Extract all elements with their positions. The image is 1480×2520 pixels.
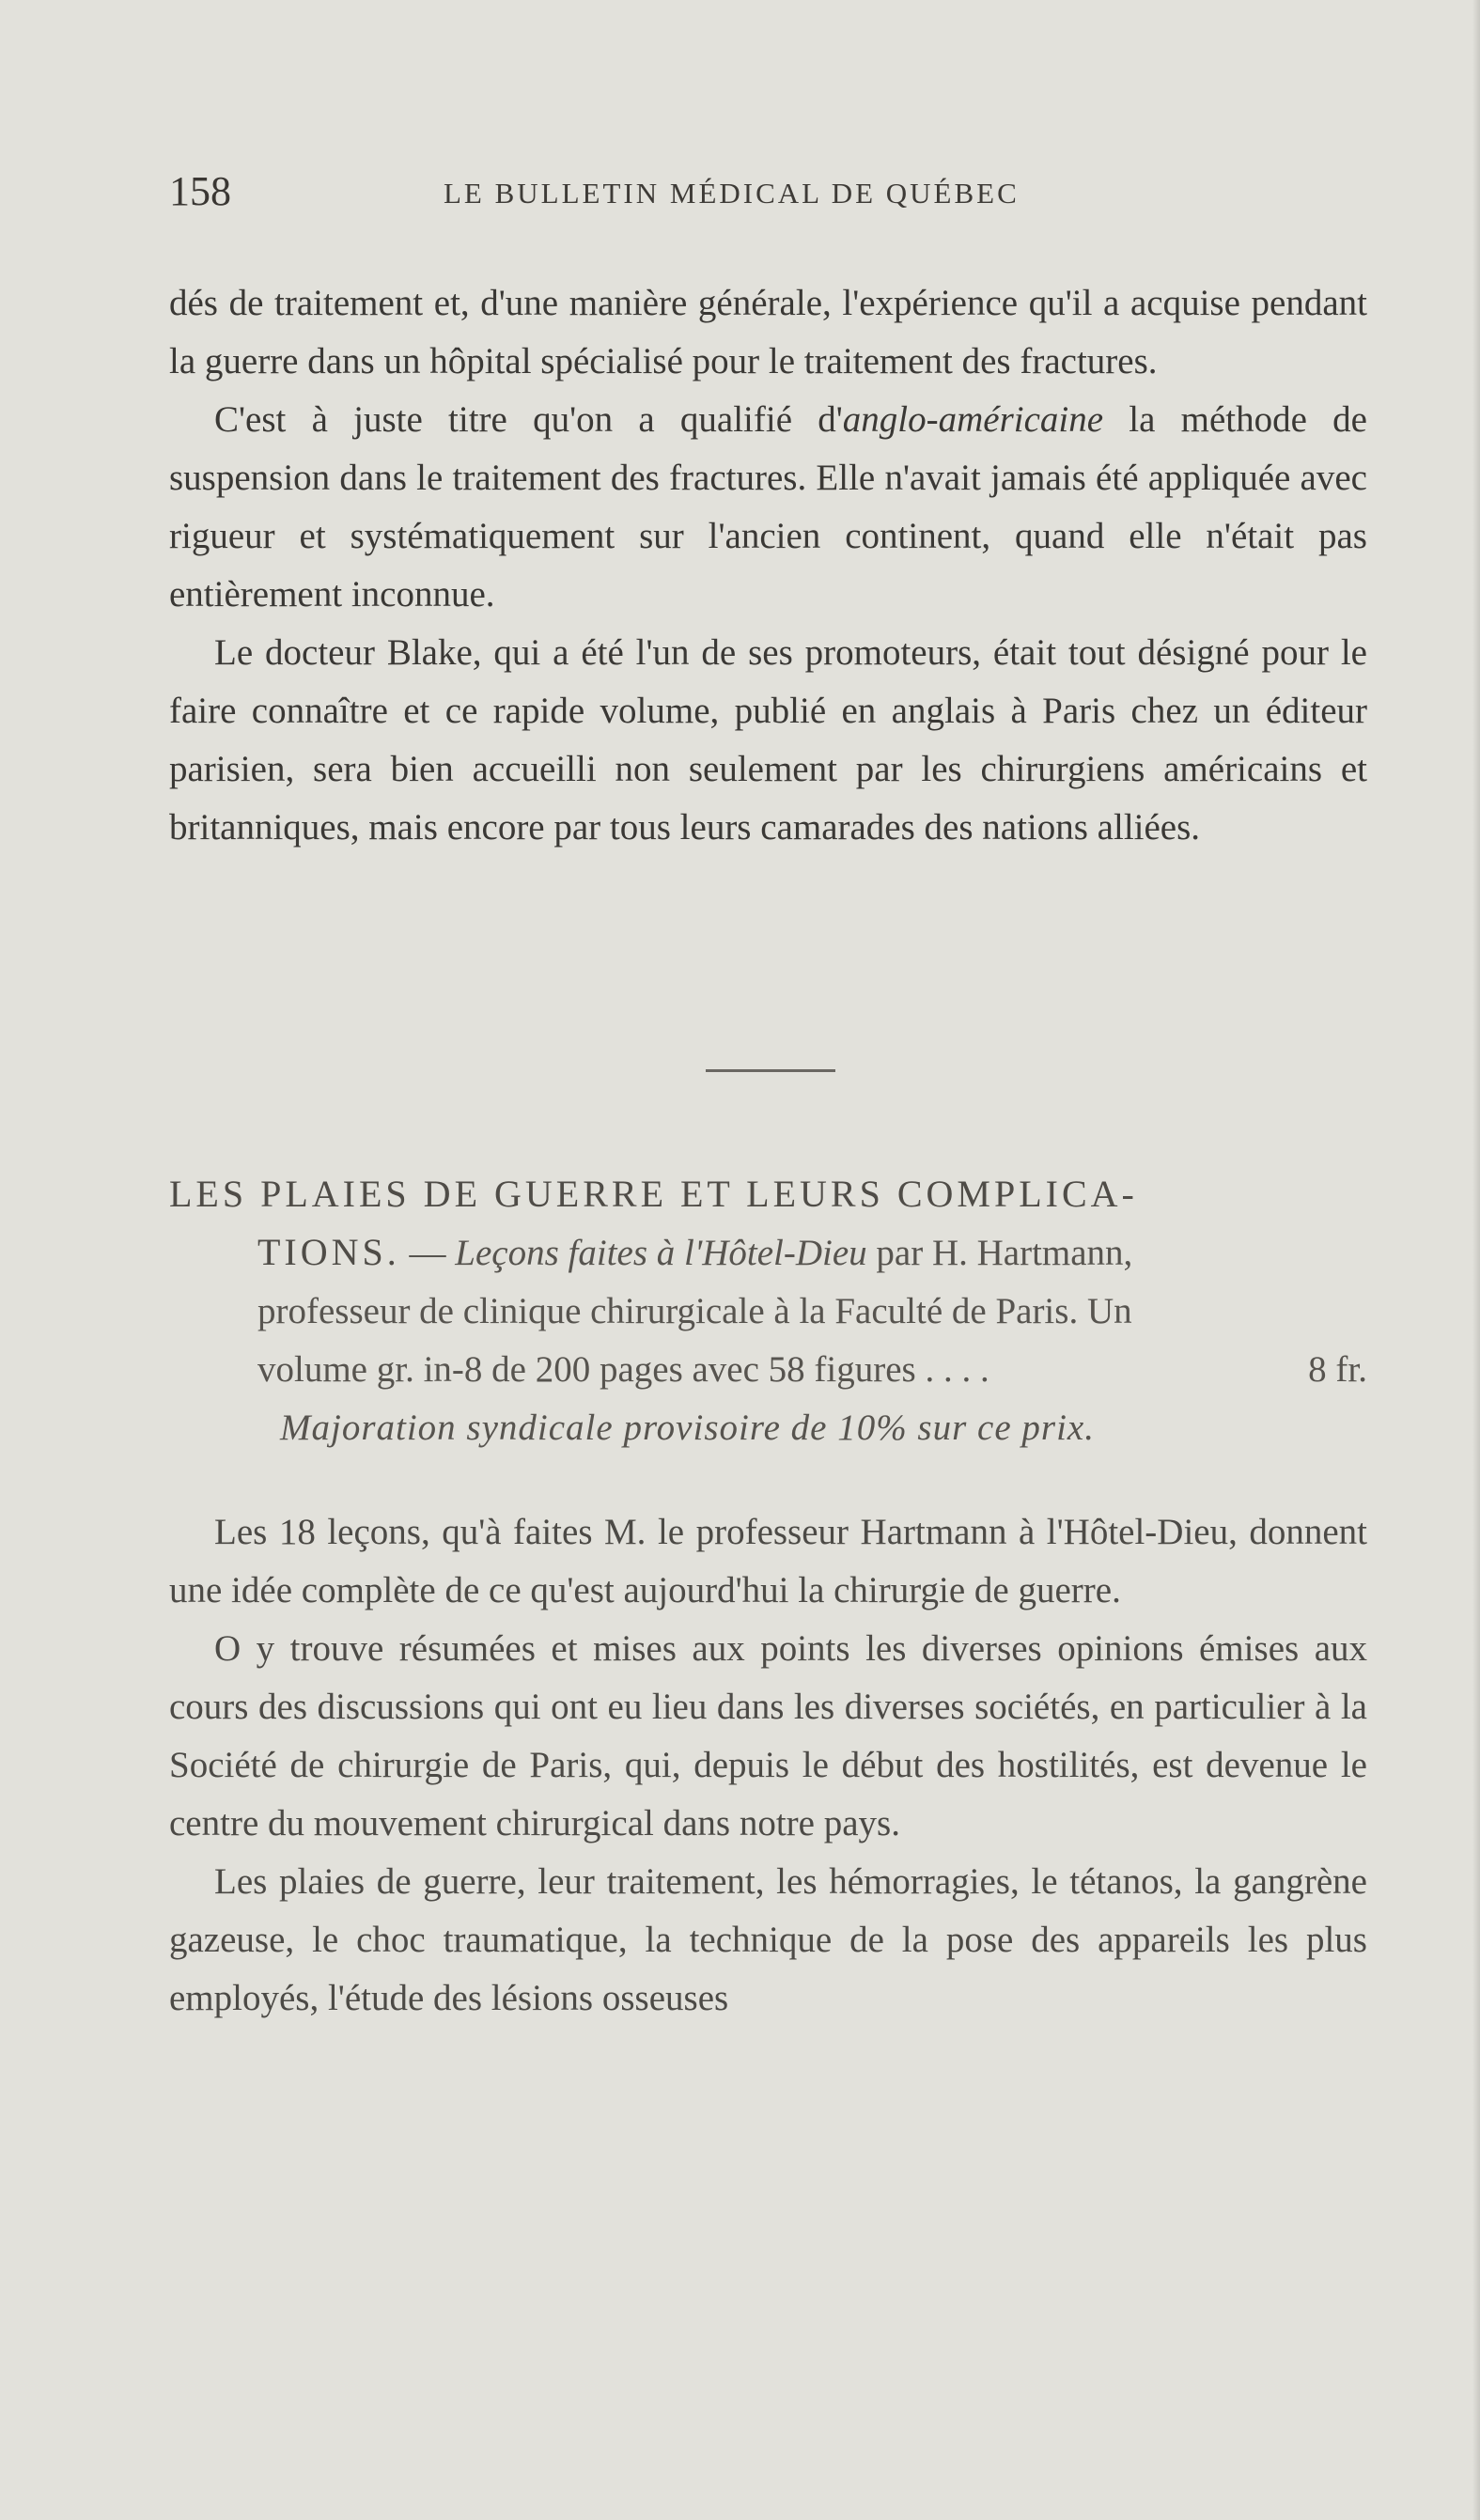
text-run: la méthode de suspension dans le traitement des fractures. Elle n'avait jamais été appliquée avec rigueur et systématiquement sur l'ancien continent, quand elle n'était pas entièrement inconnue. [169,399,1367,614]
volume-details [169,1341,1367,1399]
paragraph: dés de traitement et, d'une manière générale, l'expérience qu'il a acquise pendant la guerre dans un hôpital spécialisé pour le traitement des fractures. [169,283,1367,381]
page-header [169,167,1372,224]
review-blake-body [169,274,1367,857]
volume-format: volume gr. in-8 de 200 pages avec 58 figures . . . . [257,1349,989,1390]
book-title-line: LES PLAIES DE GUERRE ET LEURS COMPLICA- [169,1173,1138,1215]
dash: — [399,1233,456,1273]
paragraph: Les 18 leçons, qu'à faites M. le professeur Hartmann à l'Hôtel-Dieu, donnent une idée complète de ce qu'est aujourd'hui la chirurgie de guerre. [169,1512,1367,1610]
paragraph: Le docteur Blake, qui a été l'un de ses promoteurs, était tout désigné pour le faire connaître et ce rapide volume, publié en anglais à Paris chez un éditeur parisien, sera bien accueilli non seulement par les chirurgiens américains et britanniques, mais encore par tous leurs camarades des nations alliées. [169,632,1367,848]
price: 8 fr. [1308,1349,1367,1390]
book-title-end: TIONS. [257,1231,400,1273]
author: par H. Hartmann, [866,1233,1133,1273]
running-title: LE BULLETIN MÉDICAL DE QUÉBEC [444,177,1020,210]
page-number: 158 [169,168,231,214]
author-affiliation: professeur de clinique chirurgicale à la Faculté de Paris. Un [257,1291,1132,1331]
bibliographic-entry [169,1165,1367,1457]
section-divider [706,1069,835,1072]
price-note: Majoration syndicale provisoire de 10% sur ce prix. [280,1408,1095,1448]
book-title-continuation [169,1223,1367,1283]
text-run: C'est à juste titre qu'on a qualifié d' [214,399,843,440]
review-hartmann-body [169,1503,1367,2028]
paragraph: Les plaies de guerre, leur traitement, les hémorragies, le tétanos, la gangrène gazeuse, le choc traumatique, la technique de la pose des appareils les plus employés, l'étude des lésions osseuses [169,1861,1367,2018]
book-subtitle: Leçons faites à l'Hôtel-Dieu [455,1233,867,1273]
paragraph [169,391,1367,624]
italic-term: anglo-américaine [842,399,1104,440]
paragraph: O y trouve résumées et mises aux points les diverses opinions émises aux cours des discussions qui ont eu lieu dans les diverses sociétés, en particulier à la Société de chirurgie de Paris, qui, depuis le début des hostilités, est devenue le centre du mouvement chirurgical dans notre pays. [169,1628,1367,1843]
